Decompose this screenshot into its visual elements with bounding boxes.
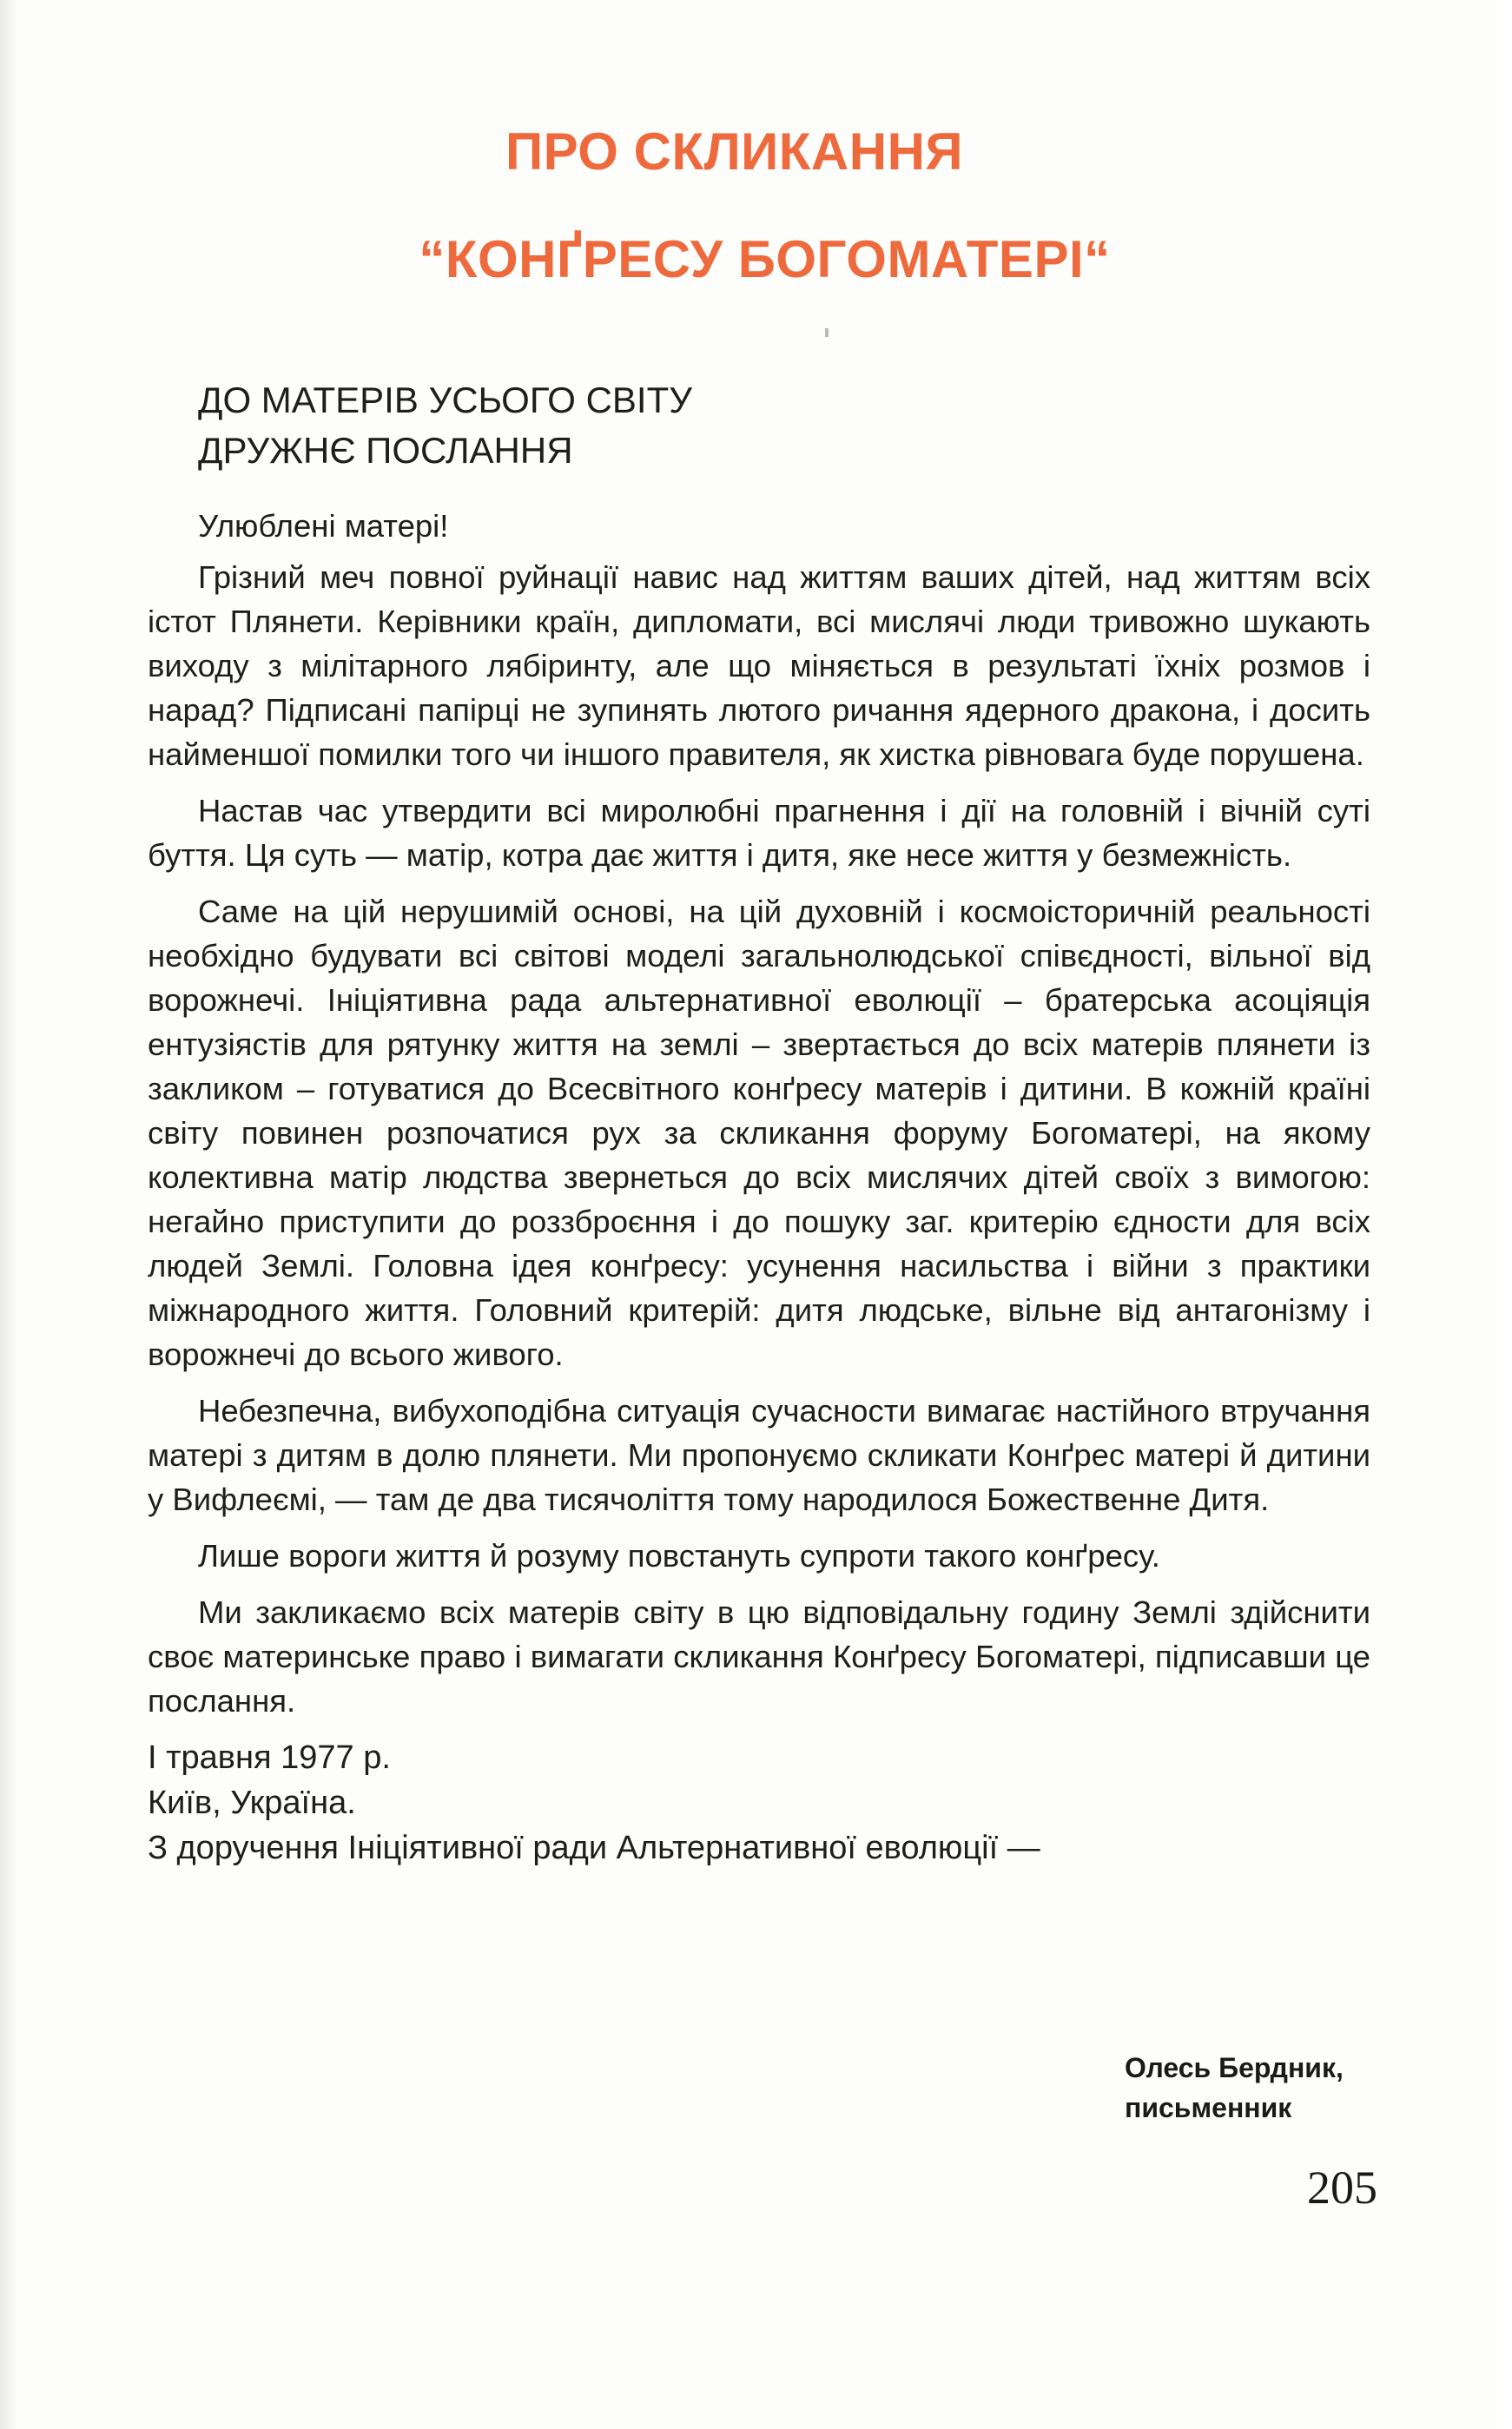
closing-date: І травня 1977 р. <box>148 1739 391 1776</box>
address-line-1: ДО МАТЕРІВ УСЬОГО СВІТУ <box>198 380 692 420</box>
closing-place: Київ, Україна. <box>148 1785 356 1821</box>
title-line-1: ПРО СКЛИКАННЯ <box>505 122 964 181</box>
title-line-2: “КОНҐРЕСУ БОГОМАТЕРІ“ <box>419 230 1111 288</box>
paragraph-6: Ми закликаємо всіх матерів світу в цю відповідальну годину Землі здійснити своє материнське право і вимагати скликання Конґресу Богоматері, підписавши це послання. <box>148 1594 1370 1719</box>
signature-name: Олесь Бердник, <box>1125 2052 1344 2083</box>
paragraph-5: Лише вороги життя й розуму повстануть супроти такого конґресу. <box>198 1538 1160 1574</box>
paragraph-1: Грізний меч повної руйнації навис над життям ваших дітей, над життям всіх істот Плянети. Керівники країн, дипломати, всі мислячі люди тривожно шукають виходу з мілітарного лябіринту, але що міняється в результаті їхніх розмов і нарад? Підписані папірці не зупинять лютого ричання ядерного дракона, і досить найменшої помилки того чи іншого правителя, як хистка рівновага буде порушена. <box>148 559 1370 772</box>
paragraph-2: Настав час утвердити всі миролюбні прагнення і дії на головній і вічній суті буття. Ця суть — матір, котра дає життя і дитя, яке несе життя у безмежність. <box>148 793 1370 873</box>
paragraph-4: Небезпечна, вибухоподібна ситуація сучасности вимагає настійного втручання матері з дитям в долю плянети. Ми пропонуємо скликати Конґрес матері й дитини у Вифлеємі, — там де два тисячоліття тому народилося Божественне Дитя. <box>148 1393 1370 1517</box>
signature-block <box>1125 2048 1344 2128</box>
closing-block <box>148 1735 1370 1871</box>
closing-mandate: З доручення Ініціятивної ради Альтернативної еволюції — <box>148 1830 1040 1866</box>
print-speck <box>825 328 829 337</box>
greeting: Улюблені матері! <box>198 508 449 544</box>
letter-body <box>148 504 1370 1871</box>
paragraph-3: Саме на цій нерушимій основі, на цій духовній і космоісторичній реальності необхідно будувати всі світові моделі загальнолюдської співєдності, вільної від ворожнечі. Ініціятивна рада альтернативної еволюції – братерська асоціяція ентузіястів для рятунку життя на землі – звертається до всіх матерів плянети із закликом – готуватися до Всесвітного конґресу матерів і дитини. В кожній країні світу повинен розпочатися рух за скликання форуму Богоматері, на якому колективна матір людства звернеться до всіх мислячих дітей своїх з вимогою: негайно приступити до роззброєння і до пошуку заг. критерію єдности для всіх людей Землі. Головна ідея конґресу: усунення насильства і війни з практики міжнародного життя. Головний критерій: дитя людське, вільне від антагонізму і ворожнечі до всього живого. <box>148 894 1370 1372</box>
address-block <box>198 375 692 476</box>
page-number: 205 <box>1307 2162 1377 2214</box>
address-line-2: ДРУЖНЄ ПОСЛАННЯ <box>198 430 573 471</box>
page-edge-shadow <box>0 0 16 2429</box>
signature-role: письменник <box>1125 2092 1292 2123</box>
